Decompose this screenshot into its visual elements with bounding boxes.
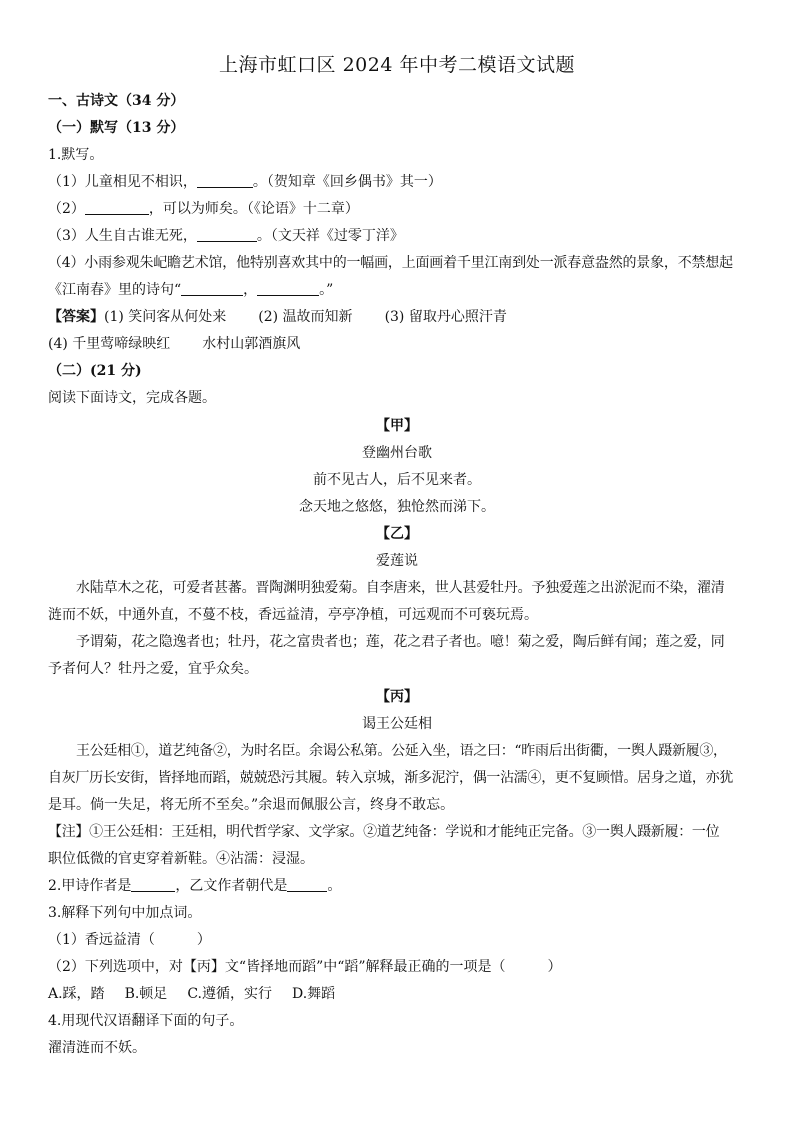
option-b[interactable]: B.顿足 (124, 986, 168, 1002)
prose-title-yi: 爱莲说 (376, 553, 418, 569)
annotation-note-line-1: 【注】①王公廷相：王廷相，明代哲学家、文学家。②道艺纯备：学说和才能纯正完备。③一舆人蹑新履：一位 (48, 824, 720, 840)
yi-paragraph-1-line-1: 水陆草木之花，可爱者甚蕃。晋陶渊明独爱菊。自李唐来，世人甚爱牡丹。予独爱莲之出淤泥而不染，濯清 (76, 580, 725, 596)
answer-blank[interactable] (257, 281, 319, 296)
section-heading-classical: 一、古诗文（34 分） (48, 93, 185, 109)
question-3-item-2: （2）下列选项中，对【丙】文“皆择地而蹈”中“蹈”解释最正确的一项是（ ） (48, 959, 562, 975)
answer-blank[interactable] (181, 281, 243, 296)
answer-line-2: (4) 千里莺啼绿映红 水村山郭酒旗风 (48, 336, 301, 352)
question-3-stem: 3.解释下列句中加点词。 (48, 905, 202, 921)
question-1-stem: 1.默写。 (48, 147, 104, 163)
poem-line-2: 念天地之悠悠，独怆然而涕下。 (299, 499, 495, 515)
option-c[interactable]: C.遵循，实行 (187, 986, 272, 1002)
text-label-jia: 【甲】 (376, 418, 418, 434)
text-label-bing: 【丙】 (376, 689, 418, 705)
question-1-item-4-line-1: （4）小雨参观朱屺瞻艺术馆，他特别喜欢其中的一幅画，上面画着千里江南到处一派春意盎然的景象，不禁想起 (48, 255, 733, 271)
text-label-yi: 【乙】 (376, 526, 418, 542)
option-a[interactable]: A.踩，踏 (48, 986, 105, 1002)
prose-title-bing: 谒王公廷相 (362, 716, 432, 732)
yi-paragraph-2-line-2: 予者何人？牡丹之爱，宜乎众矣。 (48, 661, 258, 677)
bing-paragraph-line-2: 自灰厂历长安街，皆择地而蹈，兢兢恐污其履。转入京城，渐多泥泞，偶一沾濡④，更不复顾惜。居身之道，亦犹 (48, 770, 733, 786)
yi-paragraph-1-line-2: 涟而不妖，中通外直，不蔓不枝，香远益清，亭亭净植，可远观而不可亵玩焉。 (48, 607, 538, 623)
option-d[interactable]: D.舞蹈 (291, 986, 336, 1002)
question-1-item-3: （3）人生自古谁无死， 。（文天祥《过零丁洋》 (48, 228, 404, 244)
question-1-item-1: （1）儿童相见不相识， 。（贺知章《回乡偶书》其一） (48, 174, 442, 190)
answer-blank[interactable] (85, 200, 149, 215)
answer-blank[interactable] (131, 877, 175, 892)
answer-line-1: 【答案】(1) 笑问客从何处来 (2) 温故而知新 (3) 留取丹心照汗青 (48, 309, 507, 325)
answer-blank[interactable] (197, 173, 253, 188)
yi-paragraph-2-line-1: 予谓菊，花之隐逸者也；牡丹，花之富贵者也；莲，花之君子者也。噫！菊之爱，陶后鲜有闻；莲之爱，同 (76, 634, 725, 650)
bing-paragraph-line-3: 是耳。倘一失足，将无所不至矣。”余退而佩服公言，终身不敢忘。 (48, 797, 455, 813)
answer-blank[interactable] (287, 877, 327, 892)
question-4-stem: 4.用现代汉语翻译下面的句子。 (48, 1013, 244, 1029)
reading-instruction: 阅读下面诗文，完成各题。 (48, 390, 216, 406)
question-2: 2.甲诗作者是 ，乙文作者朝代是 。 (48, 878, 342, 894)
poem-line-1: 前不见古人，后不见来者。 (313, 472, 481, 488)
question-3-item-1: （1）香远益清（ ） (48, 932, 211, 948)
question-1-item-4-line-2: 《江南春》里的诗句“ ， 。” (48, 282, 334, 298)
poem-title-jia: 登幽州台歌 (362, 445, 432, 461)
bing-paragraph-line-1: 王公廷相①，道艺纯备②，为时名臣。余谒公私第。公延入坐，语之曰：“昨雨后出街衢，一舆人蹑新履③， (76, 743, 727, 759)
page-title: 上海市虹口区 2024 年中考二模语文试题 (219, 54, 575, 76)
question-1-item-2: （2） ，可以为师矣。（《论语》十二章） (48, 201, 359, 217)
part-heading-reading: （二）(21 分) (48, 363, 142, 379)
answer-blank[interactable] (197, 227, 257, 242)
question-3-options (48, 984, 748, 1004)
question-4-sentence: 濯清涟而不妖。 (48, 1040, 146, 1056)
annotation-note-line-2: 职位低微的官吏穿着新鞋。④沾濡：浸湿。 (48, 851, 314, 867)
part-heading-dictation: （一）默写（13 分） (48, 120, 185, 136)
